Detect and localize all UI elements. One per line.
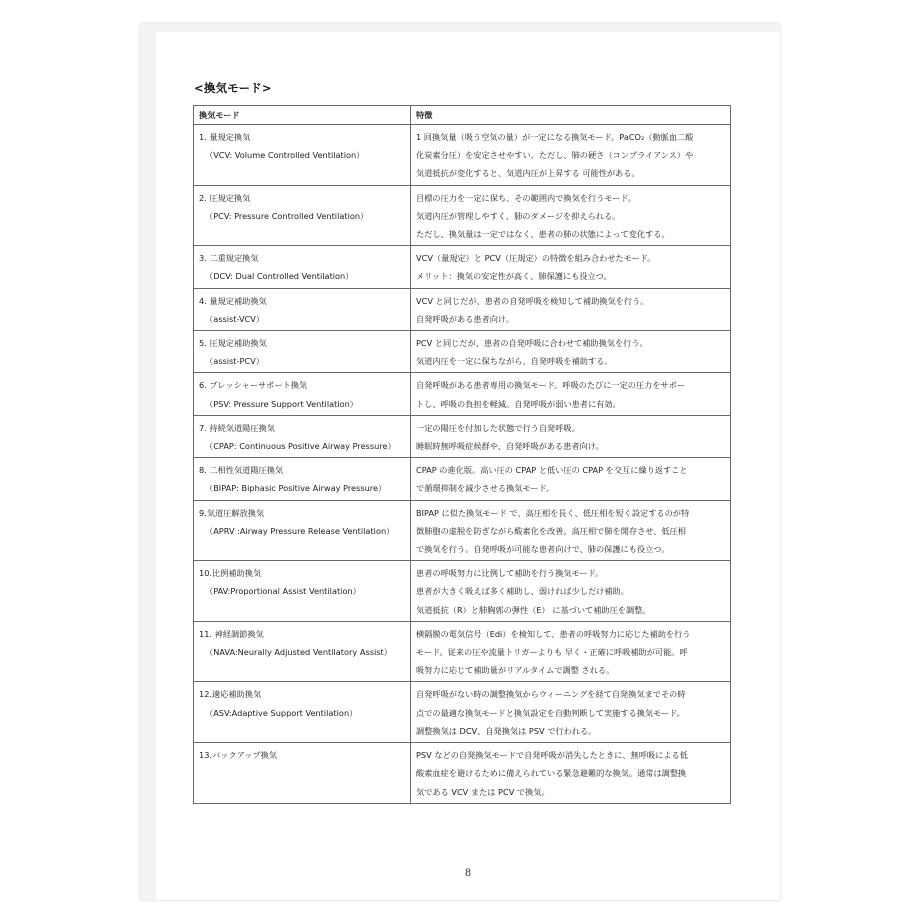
page-number: 8: [464, 868, 472, 879]
document-page: [140, 24, 780, 900]
mode-name-cell: [194, 743, 411, 804]
mode-abbreviation: （assist-VCV）: [205, 313, 265, 324]
table-row: [194, 185, 731, 246]
table-row: [194, 288, 731, 330]
mode-name-cell: [194, 373, 411, 415]
description-line: 自発呼吸がある患者専用の換気モード。呼吸のたびに一定の圧力をサポー: [416, 380, 686, 391]
mode-description-cell: [411, 561, 731, 622]
mode-abbreviation: （DCV: Dual Controlled Ventilation）: [205, 271, 354, 282]
description-line: で換気を行う。自発呼吸が可能な患者向けで、肺の保護にも役立つ。: [416, 544, 670, 555]
mode-description-cell: [411, 288, 731, 330]
mode-abbreviation: （ASV:Adaptive Support Ventilation）: [205, 707, 358, 718]
mode-description-cell: [411, 373, 731, 415]
mode-name-cell: [194, 331, 411, 373]
column-header-mode: 換気モード: [194, 106, 411, 125]
mode-name-cell: [194, 621, 411, 682]
description-line: PCV と同じだが、患者の自発呼吸に合わせて補助換気を行う。: [416, 338, 648, 349]
table-body: [194, 125, 731, 804]
description-line: 患者が大きく吸えば多く補助し、弱ければ少しだけ補助。: [416, 586, 629, 597]
mode-name: 12.適応補助換気: [199, 689, 262, 700]
mode-name: 1. 量規定換気: [199, 132, 251, 142]
mode-name: 3. 二重規定換気: [199, 253, 259, 264]
mode-description-cell: [411, 458, 731, 500]
description-line: VCV と同じだが、患者の自発呼吸を検知して補助換気を行う。: [416, 295, 649, 306]
mode-name: 8. 二相性気道陽圧換気: [199, 465, 284, 476]
description-line: 気道内圧が管理しやすく、肺のダメージを抑えられる。: [416, 210, 621, 221]
description-line: 気道抵抗が変化すると、気道内圧が上昇する 可能性がある。: [416, 168, 640, 179]
mode-name: 11. 神経調節換気: [199, 628, 264, 639]
table-row: [194, 561, 731, 622]
mode-name: 4. 量規定補助換気: [199, 295, 267, 306]
table-row: [194, 621, 731, 682]
mode-abbreviation: （BIPAP: Biphasic Positive Airway Pressure）: [205, 483, 387, 494]
description-line: 自発呼吸がある患者向け。: [416, 313, 514, 324]
mode-description-cell: [411, 682, 731, 743]
mode-name-cell: [194, 288, 411, 330]
description-line: CPAP の進化版。高い圧の CPAP と低い圧の CPAP を交互に繰り返すこと: [416, 465, 688, 476]
description-line: 吸努力に応じて補助量がリアルタイムで調整 される。: [416, 665, 615, 676]
mode-description-cell: [411, 415, 731, 457]
description-line: 調整換気は DCV、自発換気は PSV で行われる。: [416, 725, 597, 736]
mode-abbreviation: （VCV: Volume Controlled Ventilation）: [205, 150, 365, 161]
mode-description-cell: [411, 246, 731, 288]
description-line: VCV（量規定）と PCV（圧規定）の特徴を組み合わせたモード。: [416, 253, 656, 264]
description-line: で循環抑制を減少させる換気モード。: [416, 483, 555, 494]
description-line: 睡眠時無呼吸症候群や、自発呼吸がある患者向け。: [416, 441, 604, 452]
description-line: トし、呼吸の負担を軽減。自発呼吸が弱い患者に有効。: [416, 398, 621, 409]
description-line: モード。従来の圧や流量トリガーよりも 早く・正確に呼吸補助が可能。呼: [416, 647, 688, 658]
mode-abbreviation: （CPAP: Continuous Positive Airway Pressure）: [205, 441, 396, 452]
section-title: <換気モード>: [194, 81, 272, 95]
table-row: [194, 331, 731, 373]
table-row: [194, 458, 731, 500]
description-line: 気道抵抗（R）と肺胸郭の弾性（E） に基づいて補助圧を調整。: [416, 604, 651, 615]
mode-description-cell: [411, 125, 731, 186]
description-line: 患者の呼吸努力に比例して補助を行う換気モード。: [416, 568, 604, 579]
description-line: PSV などの自発換気モードで自発呼吸が消失したときに、無呼吸による低: [416, 750, 688, 761]
mode-name-cell: [194, 682, 411, 743]
column-header-features: 特徴: [411, 106, 731, 125]
mode-name: 5. 圧規定補助換気: [199, 338, 267, 349]
description-line: 1 回換気量（吸う空気の量）が一定になる換気モード。PaCO₂（動脈血二酸: [416, 132, 694, 142]
mode-name: 13.バックアップ換気: [199, 750, 277, 761]
mode-name: 7. 持続気道陽圧換気: [199, 422, 275, 433]
mode-name-cell: [194, 500, 411, 561]
description-line: BIPAP に似た換気モード で、高圧相を長く、低圧相を短く設定するのが特: [416, 507, 690, 518]
mode-abbreviation: （APRV :Airway Pressure Release Ventilation）: [205, 525, 395, 536]
mode-name-cell: [194, 125, 411, 186]
table-row: [194, 500, 731, 561]
description-line: 一定の陽圧を付加した状態で行う自発呼吸。: [416, 422, 580, 433]
table-row: [194, 682, 731, 743]
mode-name-cell: [194, 561, 411, 622]
mode-description-cell: [411, 743, 731, 804]
table-row: [194, 743, 731, 804]
description-line: メリット：換気の安定性が高く、肺保護にも役立つ。: [416, 271, 612, 282]
table-header-row: [194, 106, 731, 125]
description-line: 気道内圧を一定に保ちながら、自発呼吸を補助する。: [416, 356, 613, 367]
description-line: 点での最適な換気モードと換気設定を自動判断して実施する換気モード。: [416, 707, 685, 718]
description-line: 横隔膜の電気信号（Edi）を検知して、患者の呼吸努力に応じた補助を行う: [416, 628, 691, 639]
mode-name-cell: [194, 246, 411, 288]
table-row: [194, 373, 731, 415]
description-line: 気である VCV または PCV で換気。: [416, 786, 550, 797]
mode-name-cell: [194, 185, 411, 246]
mode-name-cell: [194, 415, 411, 457]
mode-description-cell: [411, 621, 731, 682]
mode-name: 10.比例補助換気: [199, 568, 262, 579]
mode-description-cell: [411, 500, 731, 561]
mode-abbreviation: （NAVA:Neurally Adjusted Ventilatory Assist）: [205, 647, 392, 658]
mode-abbreviation: （assist-PCV）: [205, 356, 264, 367]
mode-name: 2. 圧規定換気: [199, 192, 251, 203]
mode-abbreviation: （PSV: Pressure Support Ventilation）: [205, 398, 358, 409]
description-line: 徴肺胞の虚脱を防ぎながら酸素化を改善。高圧相で肺を開存させ、低圧相: [416, 525, 686, 536]
description-line: 自発呼吸がない時の調整換気からウィーニングを経て自発換気までその時: [416, 689, 686, 700]
description-line: 酸素血症を避けるために備えられている緊急避難的な換気。通常は調整換: [416, 768, 687, 779]
mode-name-cell: [194, 458, 411, 500]
description-line: 化炭素分圧）を安定させやすい。ただし、肺の硬さ（コンプライアンス）や: [416, 150, 694, 161]
table-row: [194, 246, 731, 288]
ventilation-modes-table: [193, 105, 731, 804]
table-row: [194, 415, 731, 457]
mode-name: 6. プレッシャーサポート換気: [199, 380, 308, 391]
page-content: [156, 32, 780, 900]
mode-name: 9.気道圧解放換気: [199, 507, 265, 518]
mode-abbreviation: （PCV: Pressure Controlled Ventilation）: [205, 210, 369, 221]
mode-description-cell: [411, 331, 731, 373]
table-row: [194, 125, 731, 186]
mode-description-cell: [411, 185, 731, 246]
description-line: ただし、換気量は一定ではなく、患者の肺の状態によって変化する。: [416, 229, 670, 240]
mode-abbreviation: （PAV:Proportional Assist Ventilation）: [205, 586, 361, 597]
description-line: 目標の圧力を一定に保ち、その範囲内で換気を行うモード。: [416, 192, 636, 203]
